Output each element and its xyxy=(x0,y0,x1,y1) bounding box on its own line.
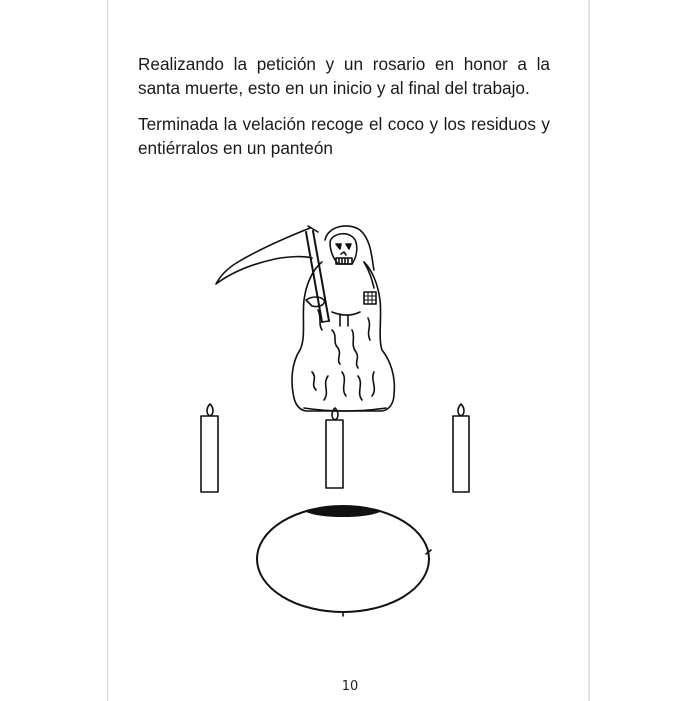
candle-right xyxy=(453,404,469,492)
coconut-oval xyxy=(257,506,431,616)
candle-left xyxy=(201,404,218,492)
paragraph-2: Terminada la velación recoge el coco y los residuos y entiérralos en un panteón xyxy=(138,114,550,158)
candle-center xyxy=(326,408,343,488)
paragraph-1: Realizando la petición y un rosario en honor a la santa muerte, esto en un inicio y al final del trabajo. xyxy=(138,54,550,98)
page-number: 10 xyxy=(341,679,359,694)
